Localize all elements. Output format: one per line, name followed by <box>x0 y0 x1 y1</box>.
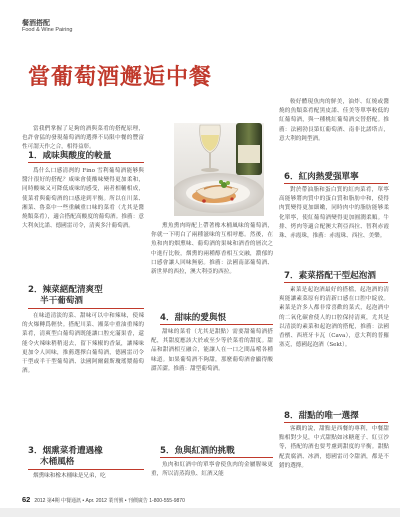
col2-paragraph-4 <box>151 328 273 374</box>
col3-paragraph-6 <box>279 186 389 241</box>
heading-3 <box>28 446 103 468</box>
page-footer <box>22 495 185 504</box>
col3-paragraph-0 <box>279 98 389 144</box>
heading-3-line-2: 木桶風格 <box>40 457 75 467</box>
col3-paragraph-7 <box>279 286 389 350</box>
heading-1: 1．咸味與酸度的較量 <box>28 151 112 161</box>
paragraph-5: 魚肉和紅酒中的單寧會使魚肉的金屬腥味更重，所以清蒸海魚、紅酒又能 <box>151 462 273 478</box>
col2-paragraph-5 <box>151 461 273 479</box>
heading-4: 4．甜味的愛與恨 <box>160 313 227 323</box>
col2-paragraph-1 <box>151 222 273 277</box>
section-label-cn: 餐酒搭配 <box>22 19 50 27</box>
paragraph-4: 甜味的菜肴（尤其是甜點）需要甜葡萄酒搭配，其甜度應該大於或至少等於菜肴的甜度。甜品和甜酒相互融合，能讓人在一口之間品嚐各種味道。如果葡萄酒不夠甜，那麼葡萄酒會顯得酸澀苦澀。推薦：甜型葡萄酒。 <box>151 329 273 372</box>
heading-6-rule <box>284 183 388 184</box>
col1-paragraph-3 <box>22 472 144 481</box>
paragraph-5-cont: 較好體現魚肉的鮮美，油炸、紅燒或醬燒的魚類菜肴配黑皮諾、佳美等單寧較低的紅葡萄酒，與一種桃紅葡萄酒交替搭配。推薦：法國勃艮第紅葡萄酒、南非比諾塔吉，意大利的鈍型酒。 <box>279 99 389 142</box>
col1-paragraph-1 <box>22 167 144 231</box>
article-title: 當葡萄酒邂逅中餐 <box>28 64 213 90</box>
paragraph-1: 爲什么口感清冽的 Fino 雪利葡萄酒能够與醬汁很好的搭配？咸味會使酸味變得更加柔和，同時酸味又可降低咸味的感受，兩者相輔相成，使菜肴與葡萄酒的口感達到平衡。所以在川菜、湘菜、魯菜中一些重鹹重口味的菜肴（尤其是醬燒類菜肴），適合搭配高酸度的葡萄酒。推薦：意大利灰比諾、德國雷司令，清爽多汁葡萄酒。 <box>22 168 144 230</box>
col1-intro <box>22 125 144 153</box>
heading-3-rule <box>28 469 144 470</box>
footer-bar <box>0 508 400 517</box>
paragraph-3: 烟熏味和橡木桶味是兄弟，吃 <box>33 473 106 479</box>
intro-paragraph: 當我們掌握了足夠的酒與菜肴的搭配原理，也許會猛的發現葡萄酒的選擇不局限中餐的豐富性可謂天作之合，相得益彰。 <box>22 126 144 151</box>
heading-2-line-2: 半干葡萄酒 <box>40 296 83 306</box>
page-number: 62 <box>22 495 31 504</box>
heading-4-rule <box>160 324 273 325</box>
section-label-en: Food & Wine Pairing <box>22 27 73 33</box>
col1-paragraph-2 <box>22 312 144 376</box>
heading-7-rule <box>284 282 388 283</box>
heading-8: 8．甜點的唯一選擇 <box>284 411 359 421</box>
paragraph-6: 對於帶油脂和蛋白質的紅肉菜肴，單寧高能够將肉質中的蛋白質和脂肪中和，使得肉質變得更加細嫩，同時肉中的脂肪能够柔化單寧，使紅葡萄酒變得更加圓潤柔順。牛排、烤肉等適合配澳大利亞西拉、智利赤霞珠、赤霞珠，推薦：赤霞珠、西拉、美樂。 <box>279 187 389 240</box>
paragraph-2: 在味道清淡的菜、甜味可以中和辣味，使辣的火爆轉爲輕快。搭配川菜、湘菜中重油重辣的菜肴，清爽型白葡萄酒既能讓口腔充滿果香，還能令火辣味稍稍退去，留下辣椒的香氣，讓辣味更加令人回味，推薦選擇白葡萄酒，德國雷司令干型或半干型葡萄酒、法國阿爾薩斯瓊瑤漿葡萄酒。 <box>22 313 144 375</box>
heading-8-rule <box>284 422 388 423</box>
heading-5: 5．魚與紅酒的挑戰 <box>160 446 235 456</box>
food-wine-photo <box>174 123 264 216</box>
heading-5-rule <box>160 457 273 458</box>
paragraph-8: 客觀的說，甜點是西餐的專利，中餐甜點相對少見，中式甜點如冰糖蓮子、紅豆沙等，搭配的酒也要考慮到甜度的平衡。甜點配貴腐酒、冰酒，德國雷司令甜酒，都是不錯的選擇。 <box>279 426 389 469</box>
heading-6: 6．紅肉熱愛强單寧 <box>284 172 359 182</box>
heading-3-line-1: 3．烟熏菜肴遭遇橡 <box>28 446 103 456</box>
col3-paragraph-8 <box>279 425 389 471</box>
paragraph-3-cont: 熏魚熏肉時配上帶著橡木桶風味的葡萄酒，你就一下明白了兩種滋味的互相呼應。然後，在魚和肉的烟熏味、葡萄酒的果味和酒香的層次之中進行比較，烟熏的兩種醇香相互交融，濃郁的口感會讓人回味無窮。推薦：法國南部葡萄酒、新世界的西拉，澳大利亞的西拉。 <box>151 223 273 276</box>
heading-2 <box>28 285 103 307</box>
heading-1-rule <box>28 162 144 163</box>
heading-2-line-1: 2．辣菜絕配清爽型 <box>28 285 103 295</box>
issue-info: 2012 第4期 中餐通訊 • Apr. 2012 業刊號 • 刊價廣告 1-800-555-9870 <box>34 498 185 504</box>
heading-2-rule <box>28 308 144 309</box>
heading-7: 7．素菜搭配干型起泡酒 <box>284 271 376 281</box>
paragraph-7: 素菜是起泡酒最好的搭檔，起泡酒的清爽能讓素菜原有的清新口感在口腔中綻放。素菜是許多人都非常喜歡的菜式，起泡酒中的二氧化碳會使人的口腔保持清爽，尤其是以清淡的素菜和起泡酒的搭配，推薦：法國香檳、西班牙卡瓦（Cava），意大利的普羅塞克，德國起泡酒（Sekt）。 <box>279 287 389 349</box>
